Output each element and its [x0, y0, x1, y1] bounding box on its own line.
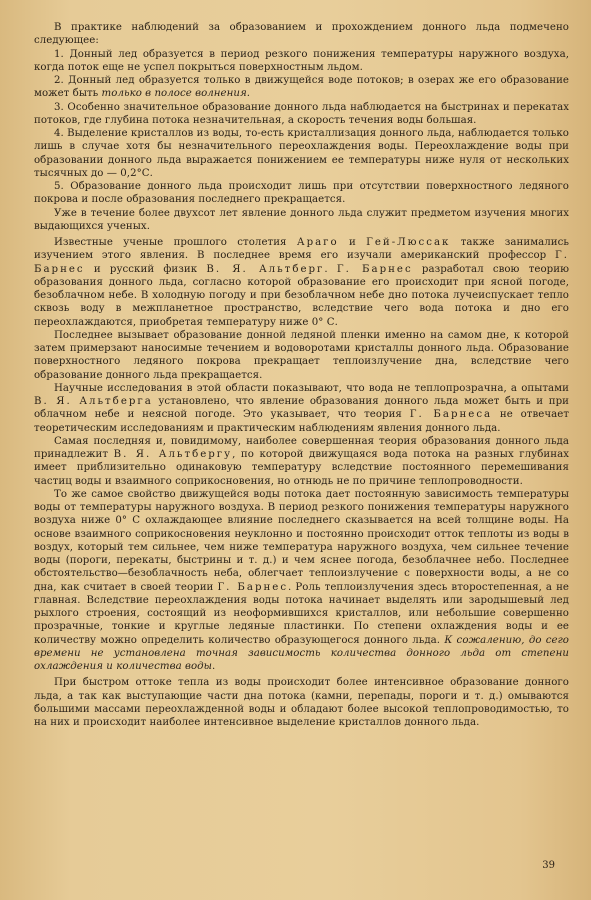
paragraph [34, 382, 569, 435]
paragraph [34, 21, 569, 48]
text-run: . [324, 263, 337, 275]
spaced-name: Г. Барнеса [409, 409, 493, 421]
text-run: разработал свою теорию образования донного льда, согласно которой образование его происходит при ясной погоде, безоблачном небе. В холодную погоду и при безоблачном небе дно потока лучеиспускает тепло сквозь воду в межпланетное пространство, вследствие чего вода потока и дно его переохлаждаются, приобретая температуру ниже 0° С. [34, 263, 569, 328]
text-run: . Роль теплоизлучения здесь второстепенная, а не главная. Вследствие переохлаждения воды потока начинает выделять или зародышевый лед рыхлого строения, состоящий из неоформившихся кристаллов, или небольшие совершенно прозрачные, тонкие и круглые ледяные пластинки. По степени охлаждения воды и ее количеству можно определить количество образующегося донного льда. [34, 581, 569, 646]
paragraph [34, 74, 569, 101]
paragraph [34, 48, 569, 75]
text-run: 3. Особенно значительное образование донного льда наблюдается на быстринах и перекатах потоков, где глубина потока незначительная, а скорость течения воды большая. [34, 101, 569, 126]
text-run: , по которой движущаяся вода потока на разных глубинах имеет приблизительно одинаковую температуру вследствие постоянного перемешивания частиц воды и взаимного соприкосновения, но отнюдь не по причине теплопроводности. [34, 449, 569, 487]
spaced-name: Г. Барнес [336, 263, 413, 275]
paragraph [34, 329, 569, 382]
page-number: 39 [542, 860, 555, 871]
spaced-name: В. Я. Альтбергу [113, 449, 233, 460]
text-run: 5. Образование донного льда происходит лишь при отсутствии поверхностного ледяного покрова и после образования последнего прекращается. [34, 181, 569, 206]
paragraph [34, 236, 569, 329]
spaced-name: Г. Барнес [217, 581, 289, 593]
paragraph [34, 488, 569, 674]
text-run: Уже в течение более двухсот лет явление донного льда служит предметом изучения многих выдающихся ученых. [34, 207, 569, 232]
italic-text: К сожалению, до сего времени не установлена точная зависимость количества донного льда от степени охлаждения и количества воды [34, 634, 569, 672]
text-run: и [338, 237, 367, 248]
text-run: Известные ученые прошлого столетия [54, 237, 297, 248]
text-run: 2. Донный лед образуется только в движущейся воде потоков; в озерах же его образование может быть [34, 75, 569, 100]
text-run: не отвечает теоретическим исследованиям и практическим наблюдениям явления донного льда. [34, 409, 570, 434]
text-body [34, 21, 569, 729]
paragraph [34, 180, 569, 207]
text-run: 1. Донный лед образуется в период резкого понижения температуры наружного воздуха, когда поток еще не успел покрыться поверхностным льдом. [34, 48, 569, 73]
text-run: и русский физик [84, 263, 207, 275]
text-run: Научные исследования в этой области показывают, что вода не теплопрозрачна, а опытами [54, 382, 569, 394]
spaced-name: Г. Барнес [34, 250, 569, 275]
text-run: В практике наблюдений за образованием и прохождением донного льда подмечено следующее: [34, 22, 569, 47]
paragraph [34, 127, 569, 180]
text-run: При быстром оттоке тепла из воды происходит более интенсивное образование донного льда, а так как выступающие части дна потока (камни, перепады, пороги и т. д.) омываются большими массами переохлажденной воды и обладают более высокой теплопроводимостью, то на них и происходит наиболее интенсивное выделение кристаллов донного льда. [34, 677, 569, 728]
text-run: . [212, 661, 216, 672]
text-run: То же самое свойство движущейся воды потока дает постоянную зависимость температуры воды от температуры наружного воздуха. В период резкого понижения температуры наружного воздуха ниже 0° С охлаждающее влияние последнего сказывается на всей толщине воды. На основе взаимного соприкосновения неуклонно и постоянно происходит отток теплоты из воды в воздух, который тем сильнее, чем ниже температура наружного воздуха, чем сильнее течение воды (пороги, перекаты, быстрины и т. д.) и чем яснее погода, безоблачнее небо. Последнее обстоятельство—безоблачность неба, облегчает теплоизлучение с поверхности воды, а не со дна, как считает в своей теории [34, 488, 569, 593]
paragraph [34, 676, 569, 729]
spaced-name: Гей-Люссак [366, 237, 451, 248]
text-run: установлено, что явление образования донного льда может быть и при облачном небе и неясной погоде. Это указывает, что теория [34, 396, 569, 421]
italic-text: только в полосе волнения [101, 88, 247, 100]
paragraph [34, 207, 569, 234]
spaced-name: В. Я. Альтберг [206, 263, 325, 275]
paragraph [34, 435, 569, 488]
text-run: Самая последняя и, повидимому, наиболее совершенная теория образования донного льда принадлежит [34, 435, 569, 460]
text-run: 4. Выделение кристаллов из воды, то-есть кристаллизация донного льда, наблюдается только лишь в случае хотя бы незначительного переохлаждения воды. Переохлаждение воды при образовании донного льда выражается понижением ее температуры ниже нуля от нескольких тысячных до — 0,2°С. [34, 128, 569, 179]
text-run: также занимались изучением этого явления. В последнее время его изучали американский профессор [34, 237, 570, 262]
paragraph [34, 101, 569, 128]
spaced-name: Араго [296, 237, 339, 248]
spaced-name: В. Я. Альтберга [34, 396, 153, 407]
text-run: . [246, 88, 251, 100]
text-run: Последнее вызывает образование донной ледяной пленки именно на самом дне, к которой затем примерзают наносимые течением и водоворотами кристаллы донного льда. Образование поверхностного ледяного покрова прекращает теплоизлучение дна, вследствие чего образование донного льда прекращается. [34, 329, 569, 381]
